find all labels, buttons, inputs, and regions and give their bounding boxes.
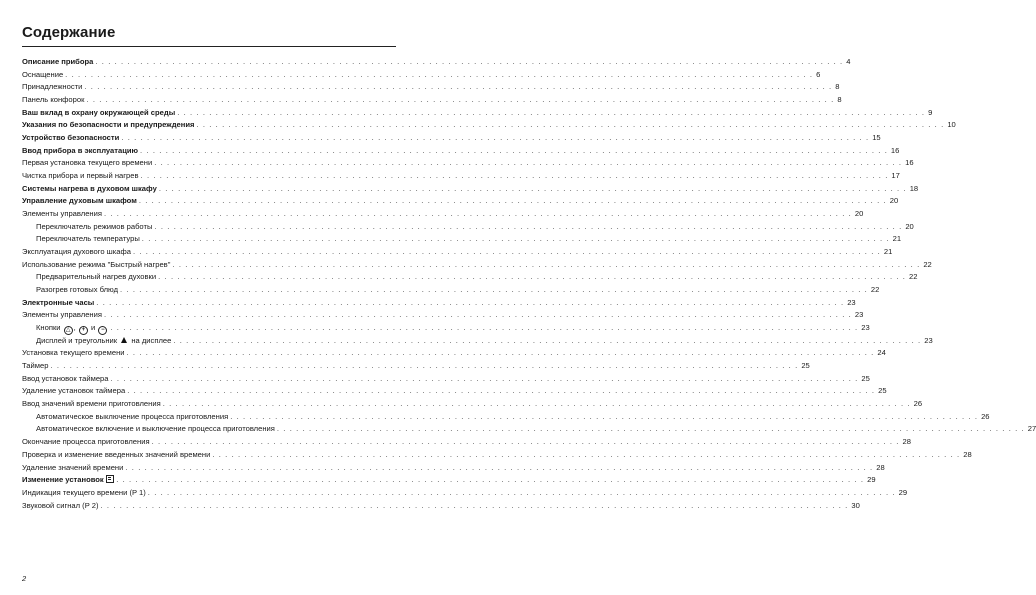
toc-entry-page: 25 (861, 373, 870, 383)
toc-entry-page: 28 (963, 449, 972, 459)
dot-leader: . . . . . . . . . . . . . . . . . . . . . . . . . . . . . . . . . . . . . . . . . . . . . . . . . . . . . . . . . . . . . . . . . . . . . . . . . . . . . . . . . . . . . . . . . . . . . . . . . . . . . . . . . . . . . . . . . . . . . (196, 120, 945, 130)
toc-entry[interactable] (22, 335, 933, 348)
dot-leader: . . . . . . . . . . . . . . . . . . . . . . . . . . . . . . . . . . . . . . . . . . . . . . . . . . . . . . . . . . . . . . . . . . . . . . . . . . . . . . . . . . . . . . . . . . . . . . . . . . . . . . . . . . . . . . . . . . . . . (95, 57, 844, 66)
toc-entry[interactable] (22, 246, 893, 259)
toc-entry-label: Описание прибора (22, 57, 94, 66)
toc-entry-page: 8 (837, 95, 842, 105)
dot-leader: . . . . . . . . . . . . . . . . . . . . . . . . . . . . . . . . . . . . . . . . . . . . . . . . . . . . . . . . . . . . . . . . . . . . . . . . . . . . . . . . . . . . . . . . . . . . . . . . . . . . . . . . . . . . . . . . . . . . . (173, 335, 922, 345)
toc-entry-page: 16 (890, 145, 900, 155)
toc-entry-label: Автоматическое выключение процесса приготовления (36, 411, 229, 421)
toc-entry-label: Чистка прибора и первый нагрев (22, 171, 139, 181)
dot-leader: . . . . . . . . . . . . . . . . . . . . . . . . . . . . . . . . . . . . . . . . . . . . . . . . . . . . . . . . . . . . . . . . . . . . . . . . . . . . . . . . . . . . . . . . . . . . . . . . . . . . . . . . . . . . . . . . . . . . . (276, 424, 1025, 434)
toc-entry[interactable] (22, 322, 870, 335)
toc-entry-page: 26 (981, 411, 990, 421)
toc-entry[interactable] (22, 385, 887, 398)
toc-entry[interactable] (22, 309, 864, 322)
toc-entry-label: Переключатель температуры (36, 234, 140, 244)
dot-leader: . . . . . . . . . . . . . . . . . . . . . . . . . . . . . . . . . . . . . . . . . . . . . . . . . . . . . . . . . . . . . . . . . . . . . . . . . . . . . . . . . . . . . . . . . . . . . . . . . . . . . . . . . . . . . . . . . . . . . (140, 145, 888, 155)
toc-entry-label: Кнопки △ , + и − (22, 322, 110, 335)
dot-leader: . . . . . . . . . . . . . . . . . . . . . . . . . . . . . . . . . . . . . . . . . . . . . . . . . . . . . . . . . . . . . . . . . . . . . . . . . . . . . . . . . . . . . . . . . . . . . . . . . . . . . . . . . . . . . . . . . . . . . (138, 196, 887, 206)
dot-leader: . . . . . . . . . . . . . . . . . . . . . . . . . . . . . . . . . . . . . . . . . . . . . . . . . . . . . . . . . . . . . . . . . . . . . . . . . . . . . . . . . . . . . . . . . . . . . . . . . . . . . . . . . . . . . . . . . . . . . (212, 449, 961, 459)
toc-entry[interactable] (22, 107, 933, 120)
dot-leader: . . . . . . . . . . . . . . . . . . . . . . . . . . . . . . . . . . . . . . . . . . . . . . . . . . . . . . . . . . . . . . . . . . . . . . . . . . . . . . . . . . . . . . . . . . . . . . . . . . . . . . . . . . . . . . . . . . . . . (50, 361, 799, 371)
minus-button-icon: − (98, 326, 107, 335)
toc-entry-label: Переключатель режимов работы (36, 221, 153, 231)
dot-leader: . . . . . . . . . . . . . . . . . . . . . . . . . . . . . . . . . . . . . . . . . . . . . . . . . . . . . . . . . . . . . . . . . . . . . . . . . . . . . . . . . . . . . . . . . . . . . . . . . . . . . . . . . . . . . . . . . . . . . (103, 209, 852, 219)
toc-entry[interactable] (22, 462, 885, 475)
toc-entry-page: 23 (924, 335, 933, 345)
toc-entry-label: Ввод установок таймера (22, 373, 109, 383)
dot-leader: . . . . . . . . . . . . . . . . . . . . . . . . . . . . . . . . . . . . . . . . . . . . . . . . . . . . . . . . . . . . . . . . . . . . . . . . . . . . . . . . . . . . . . . . . . . . . . . . . . . . . . . . . . . . . . . . . . . . . (65, 69, 814, 79)
toc-entry-label-part: на дисплее (131, 335, 172, 345)
toc-entry-page: 20 (889, 196, 899, 206)
toc-entry[interactable] (22, 259, 932, 272)
toc-entry[interactable] (22, 487, 908, 500)
toc-entry-label: Использование режима "Быстрый нагрев" (22, 259, 171, 269)
toc-entry[interactable] (22, 284, 880, 297)
toc-entry[interactable] (22, 271, 918, 284)
toc-entry-page: 25 (878, 386, 887, 396)
dot-leader: . . . . . . . . . . . . . . . . . . . . . . . . . . . . . . . . . . . . . . . . . . . . . . . . . . . . . . . . . . . . . . . . . . . . . . . . . . . . . . . . . . . . . . . . . . . . . . . . . . . . . . . . . . . . . . . . . . . . . (86, 95, 835, 105)
toc-entry[interactable] (22, 195, 899, 208)
toc-entry[interactable] (22, 449, 972, 462)
toc-entry[interactable] (22, 208, 864, 221)
toc-entry-page: 20 (905, 221, 914, 231)
toc-entry[interactable] (22, 500, 860, 513)
dot-leader: . . . . . . . . . . . . . . . . . . . . . . . . . . . . . . . . . . . . . . . . . . . . . . . . . . . . . . . . . . . . . . . . . . . . . . . . . . . . . . . . . . . . . . . . . . . . . . . . . . . . . . . . . . . . . . . . . . . . . (158, 183, 907, 193)
dot-leader: . . . . . . . . . . . . . . . . . . . . . . . . . . . . . . . . . . . . . . . . . . . . . . . . . . . . . . . . . . . . . . . . . . . . . . . . . . . . . . . . . . . . . . . . . . . . . . . . . . . . . . . . . . . . . . . . . . . . . (125, 462, 874, 472)
dot-leader: . . . . . . . . . . . . . . . . . . . . . . . . . . . . . . . . . . . . . . . . . . . . . . . . . . . . . . . . . . . . . . . . . . . . . . . . . . . . . . . . . . . . . . . . . . . . . . . . . . . . . . . . . . . . . . . . . . . . . (230, 411, 979, 421)
toc-entry[interactable] (22, 436, 911, 449)
toc-entry-label: Панель конфорок (22, 95, 85, 105)
toc-entry[interactable] (22, 221, 914, 234)
toc-entry-label: Удаление значений времени (22, 462, 124, 472)
toc-entry[interactable] (22, 398, 923, 411)
toc-entry-page: 23 (861, 323, 870, 333)
dot-leader: . . . . . . . . . . . . . . . . . . . . . . . . . . . . . . . . . . . . . . . . . . . . . . . . . . . . . . . . . . . . . . . . . . . . . . . . . . . . . . . . . . . . . . . . . . . . . . . . . . . . . . . . . . . . . . . . . . . . . (84, 82, 833, 92)
toc-entry-page: 30 (851, 500, 860, 510)
toc-entry-page: 16 (905, 158, 914, 168)
toc-entry-page: 17 (891, 171, 900, 181)
toc-entry-label: Электронные часы (22, 297, 95, 307)
toc-entry-label: Проверка и изменение введенных значений времени (22, 449, 211, 459)
toc-entry-page: 28 (902, 437, 911, 447)
toc-entry[interactable] (22, 297, 856, 310)
toc-entry-label: Автоматическое включение и выключение процесса приготовления (36, 424, 275, 434)
dot-leader: . . . . . . . . . . . . . . . . . . . . . . . . . . . . . . . . . . . . . . . . . . . . . . . . . . . . . . . . . . . . . . . . . . . . . . . . . . . . . . . . . . . . . . . . . . . . . . . . . . . . . . . . . . . . . . . . . . . . . (126, 348, 875, 358)
toc-entry[interactable] (22, 423, 1036, 436)
dot-leader: . . . . . . . . . . . . . . . . . . . . . . . . . . . . . . . . . . . . . . . . . . . . . . . . . . . . . . . . . . . . . . . . . . . . . . . . . . . . . . . . . . . . . . . . . . . . . . . . . . . . . . . . . . . . . . . . . . . . . (110, 323, 859, 333)
toc-entry[interactable] (22, 411, 990, 424)
toc-entry-label: Ваш вклад в охрану окружающей среды (22, 107, 176, 117)
dot-leader: . . . . . . . . . . . . . . . . . . . . . . . . . . . . . . . . . . . . . . . . . . . . . . . . . . . . . . . . . . . . . . . . . . . . . . . . . . . . . . . . . . . . . . . . . . . . . . . . . . . . . . . . . . . . . . . . . . . . . (103, 310, 852, 320)
dot-leader: . . . . . . . . . . . . . . . . . . . . . . . . . . . . . . . . . . . . . . . . . . . . . . . . . . . . . . . . . . . . . . . . . . . . . . . . . . . . . . . . . . . . . . . . . . . . . . . . . . . . . . . . . . . . . . . . . . . . . (140, 171, 889, 181)
toc-entry[interactable] (22, 145, 900, 158)
toc-entry-label: Принадлежности (22, 82, 83, 92)
toc-entry-label: Элементы управления (22, 209, 102, 219)
toc-entry[interactable] (22, 94, 842, 107)
toc-entry-page: 26 (913, 399, 923, 409)
toc-entry-label: Таймер (22, 361, 49, 371)
dot-leader: . . . . . . . . . . . . . . . . . . . . . . . . . . . . . . . . . . . . . . . . . . . . . . . . . . . . . . . . . . . . . . . . . . . . . . . . . . . . . . . . . . . . . . . . . . . . . . . . . . . . . . . . . . . . . . . . . . . . . (110, 373, 859, 383)
page-number: 2 (22, 574, 27, 583)
toc-entry-label (22, 474, 116, 487)
dot-leader: . . . . . . . . . . . . . . . . . . . . . . . . . . . . . . . . . . . . . . . . . . . . . . . . . . . . . . . . . . . . . . . . . . . . . . . . . . . . . . . . . . . . . . . . . . . . . . . . . . . . . . . . . . . . . . . . . . . . . (132, 247, 881, 257)
toc-entry-page: 18 (909, 183, 919, 193)
toc-entry-page: 4 (846, 57, 851, 66)
page-title: Содержание (22, 24, 116, 41)
toc-entry[interactable] (22, 69, 821, 82)
toc-entry-label-part: Изменение установок (22, 475, 104, 485)
dot-leader: . . . . . . . . . . . . . . . . . . . . . . . . . . . . . . . . . . . . . . . . . . . . . . . . . . . . . . . . . . . . . . . . . . . . . . . . . . . . . . . . . . . . . . . . . . . . . . . . . . . . . . . . . . . . . . . . . . . . . (147, 487, 896, 497)
toc-entry-label-part: Дисплей и треугольник (36, 335, 118, 345)
toc-entry[interactable] (22, 183, 919, 196)
bell-button-icon: △ (64, 326, 73, 335)
toc-entry-label: Установка текущего времени (22, 348, 125, 358)
toc-entry-page: 24 (877, 348, 886, 358)
title-divider (22, 46, 396, 47)
settings-button-icon (106, 475, 115, 484)
dot-leader: . . . . . . . . . . . . . . . . . . . . . . . . . . . . . . . . . . . . . . . . . . . . . . . . . . . . . . . . . . . . . . . . . . . . . . . . . . . . . . . . . . . . . . . . . . . . . . . . . . . . . . . . . . . . . . . . . . . . . (151, 437, 900, 447)
toc-entry-page: 20 (854, 209, 864, 219)
toc-entry-page: 29 (867, 475, 876, 485)
toc-entry-label: Индикация текущего времени (P 1) (22, 487, 146, 497)
toc-entry-label: Указания по безопасности и предупреждения (22, 120, 195, 130)
dot-leader: . . . . . . . . . . . . . . . . . . . . . . . . . . . . . . . . . . . . . . . . . . . . . . . . . . . . . . . . . . . . . . . . . . . . . . . . . . . . . . . . . . . . . . . . . . . . . . . . . . . . . . . . . . . . . . . . . . . . . (127, 386, 876, 396)
toc-entry-page: 22 (870, 285, 880, 295)
toc-entry-label: Предварительный нагрев духовки (36, 272, 157, 282)
toc-entry-page: 10 (947, 120, 956, 130)
dot-leader: . . . . . . . . . . . . . . . . . . . . . . . . . . . . . . . . . . . . . . . . . . . . . . . . . . . . . . . . . . . . . . . . . . . . . . . . . . . . . . . . . . . . . . . . . . . . . . . . . . . . . . . . . . . . . . . . . . . . . (162, 399, 911, 409)
dot-leader: . . . . . . . . . . . . . . . . . . . . . . . . . . . . . . . . . . . . . . . . . . . . . . . . . . . . . . . . . . . . . . . . . . . . . . . . . . . . . . . . . . . . . . . . . . . . . . . . . . . . . . . . . . . . . . . . . . . . . (96, 297, 845, 307)
toc-entry-page: 27 (1027, 424, 1036, 434)
toc-entry-label-part: и (91, 323, 96, 333)
toc-entry[interactable] (22, 474, 876, 487)
toc-entry[interactable] (22, 360, 810, 373)
table-of-contents (22, 56, 1036, 512)
toc-entry[interactable] (22, 56, 851, 69)
toc-entry-label: Элементы управления (22, 310, 102, 320)
dot-leader: . . . . . . . . . . . . . . . . . . . . . . . . . . . . . . . . . . . . . . . . . . . . . . . . . . . . . . . . . . . . . . . . . . . . . . . . . . . . . . . . . . . . . . . . . . . . . . . . . . . . . . . . . . . . . . . . . . . . . (120, 285, 868, 295)
toc-entry-label: Удаление установок таймера (22, 386, 126, 396)
toc-entry-label: Ввод прибора в эксплуатацию (22, 145, 139, 155)
toc-entry-label: Первая установка текущего времени (22, 158, 153, 168)
toc-entry-page: 29 (898, 487, 908, 497)
toc-entry[interactable] (22, 132, 881, 145)
dot-leader: . . . . . . . . . . . . . . . . . . . . . . . . . . . . . . . . . . . . . . . . . . . . . . . . . . . . . . . . . . . . . . . . . . . . . . . . . . . . . . . . . . . . . . . . . . . . . . . . . . . . . . . . . . . . . . . . . . . . . (154, 158, 903, 168)
toc-entry-label: Управление духовым шкафом (22, 196, 137, 206)
dot-leader: . . . . . . . . . . . . . . . . . . . . . . . . . . . . . . . . . . . . . . . . . . . . . . . . . . . . . . . . . . . . . . . . . . . . . . . . . . . . . . . . . . . . . . . . . . . . . . . . . . . . . . . . . . . . . . . . . . . . . (172, 259, 921, 269)
toc-entry[interactable] (22, 373, 870, 386)
triangle-icon (121, 337, 127, 343)
dot-leader: . . . . . . . . . . . . . . . . . . . . . . . . . . . . . . . . . . . . . . . . . . . . . . . . . . . . . . . . . . . . . . . . . . . . . . . . . . . . . . . . . . . . . . . . . . . . . . . . . . . . . . . . . . . . . . . . . . . . . (121, 133, 870, 143)
toc-entry-page: 15 (872, 133, 881, 143)
dot-leader: . . . . . . . . . . . . . . . . . . . . . . . . . . . . . . . . . . . . . . . . . . . . . . . . . . . . . . . . . . . . . . . . . . . . . . . . . . . . . . . . . . . . . . . . . . . . . . . . . . . . . . . . . . . . . . . . . . . . . (116, 475, 865, 485)
toc-entry-page: 28 (876, 462, 885, 472)
toc-entry[interactable] (22, 81, 840, 94)
dot-leader: . . . . . . . . . . . . . . . . . . . . . . . . . . . . . . . . . . . . . . . . . . . . . . . . . . . . . . . . . . . . . . . . . . . . . . . . . . . . . . . . . . . . . . . . . . . . . . . . . . . . . . . . . . . . . . . . . . . . . (100, 500, 849, 510)
toc-entry-label: Окончание процесса приготовления (22, 437, 150, 447)
toc-entry-label: Разогрев готовых блюд (36, 285, 119, 295)
toc-entry-label-part: Кнопки (36, 323, 61, 333)
dot-leader: . . . . . . . . . . . . . . . . . . . . . . . . . . . . . . . . . . . . . . . . . . . . . . . . . . . . . . . . . . . . . . . . . . . . . . . . . . . . . . . . . . . . . . . . . . . . . . . . . . . . . . . . . . . . . . . . . . . . . (141, 234, 890, 244)
toc-entry-page: 25 (801, 361, 810, 371)
toc-entry-label: Устройство безопасности (22, 133, 120, 143)
toc-entry-label: Звуковой сигнал (P 2) (22, 500, 99, 510)
toc-entry[interactable] (22, 347, 886, 360)
toc-entry-label: Системы нагрева в духовом шкафу (22, 183, 157, 193)
toc-entry[interactable] (22, 157, 914, 170)
toc-entry[interactable] (22, 170, 900, 183)
toc-entry-label: Ввод значений времени приготовления (22, 399, 161, 409)
toc-entry-page: 23 (847, 297, 856, 307)
toc-entry[interactable] (22, 233, 902, 246)
toc-entry-label (22, 335, 173, 348)
toc-entry[interactable] (22, 119, 956, 132)
toc-entry-page: 21 (883, 247, 893, 257)
toc-entry-page: 22 (923, 259, 932, 269)
dot-leader: . . . . . . . . . . . . . . . . . . . . . . . . . . . . . . . . . . . . . . . . . . . . . . . . . . . . . . . . . . . . . . . . . . . . . . . . . . . . . . . . . . . . . . . . . . . . . . . . . . . . . . . . . . . . . . . . . . . . . (177, 107, 926, 117)
toc-entry-page: 9 (928, 107, 933, 117)
toc-entry-label: Эксплуатация духового шкафа (22, 247, 131, 257)
dot-leader: . . . . . . . . . . . . . . . . . . . . . . . . . . . . . . . . . . . . . . . . . . . . . . . . . . . . . . . . . . . . . . . . . . . . . . . . . . . . . . . . . . . . . . . . . . . . . . . . . . . . . . . . . . . . . . . . . . . . . (154, 221, 903, 231)
toc-entry-page: 21 (892, 234, 902, 244)
toc-entry-page: 8 (835, 82, 840, 92)
toc-entry-page: 23 (854, 310, 864, 320)
plus-button-icon: + (79, 326, 88, 335)
toc-entry-label: Оснащение (22, 69, 64, 79)
dot-leader: . . . . . . . . . . . . . . . . . . . . . . . . . . . . . . . . . . . . . . . . . . . . . . . . . . . . . . . . . . . . . . . . . . . . . . . . . . . . . . . . . . . . . . . . . . . . . . . . . . . . . . . . . . . . . . . . . . . . . (158, 272, 906, 282)
toc-entry-page: 6 (816, 69, 821, 79)
toc-entry-page: 22 (909, 272, 918, 282)
